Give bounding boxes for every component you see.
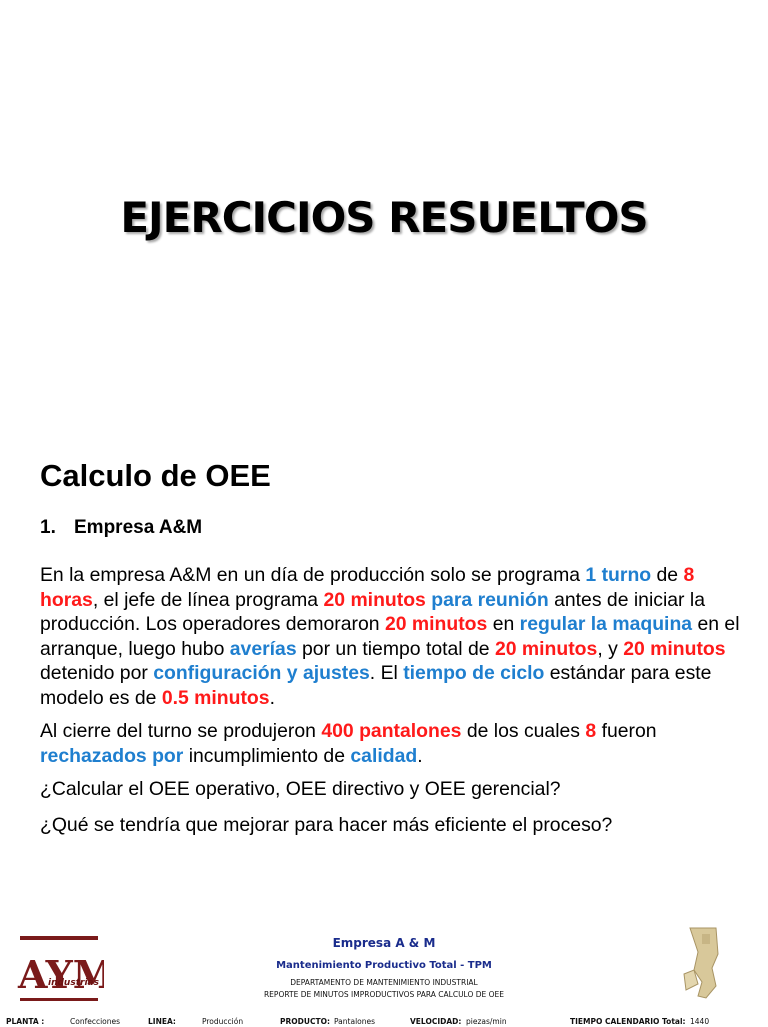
highlight-term: regular la maquina bbox=[519, 613, 693, 636]
text-run: de los cuales bbox=[461, 720, 586, 742]
highlight-term: calidad bbox=[350, 744, 418, 767]
text-run: . bbox=[269, 686, 275, 709]
jeans-figure-image bbox=[676, 924, 736, 1004]
highlight-value: 8 horas bbox=[40, 564, 695, 611]
production-paragraph bbox=[40, 719, 740, 768]
department-name: DEPARTAMENTO DE MANTENIMIENTO INDUSTRIAL bbox=[290, 978, 478, 987]
text-run: antes de iniciar la producción. Los operadores demoraron bbox=[40, 588, 705, 636]
exercise-subheading bbox=[40, 517, 202, 539]
velocidad-label: VELOCIDAD: bbox=[410, 1017, 462, 1026]
linea-value: Producción bbox=[202, 1017, 244, 1026]
text-run: de bbox=[651, 564, 684, 586]
highlight-value: 400 pantalones bbox=[321, 720, 462, 742]
highlight-value: 20 minutos bbox=[323, 588, 426, 611]
question-improve: ¿Qué se tendría que mejorar para hacer más eficiente el proceso? bbox=[40, 814, 613, 836]
velocidad-value: piezas/min bbox=[466, 1017, 507, 1026]
text-run: , el jefe de línea programa bbox=[92, 588, 324, 611]
program-name: Mantenimiento Productivo Total - TPM bbox=[276, 960, 492, 971]
text-run: . El bbox=[369, 662, 404, 685]
highlight-term: configuración y ajustes bbox=[153, 662, 370, 685]
producto-label: PRODUCTO: bbox=[280, 1017, 330, 1026]
planta-value: Confecciones bbox=[70, 1017, 121, 1026]
text-run: fueron bbox=[596, 720, 657, 742]
highlight-value: 8 bbox=[585, 720, 597, 742]
text-run: . bbox=[417, 744, 423, 767]
highlight-term: tiempo de ciclo bbox=[403, 662, 545, 685]
text-run: incumplimiento de bbox=[183, 744, 351, 767]
logo-subtitle: industrias bbox=[48, 978, 99, 988]
text-run: En la empresa A&M en un día de producción solo se programa bbox=[40, 564, 586, 586]
producto-value: Pantalones bbox=[334, 1017, 376, 1026]
highlight-term: rechazados por bbox=[40, 744, 184, 767]
slide-title: EJERCICIOS RESUELTOS bbox=[120, 193, 648, 242]
text-run: detenido por bbox=[40, 662, 154, 685]
text-run: Al cierre del turno se produjeron bbox=[40, 720, 322, 742]
tiempo-value: 1440 bbox=[690, 1017, 710, 1026]
highlight-term: 1 turno bbox=[585, 564, 652, 586]
question-oee: ¿Calcular el OEE operativo, OEE directivo y OEE gerencial? bbox=[40, 778, 561, 800]
exercise-number: 1. bbox=[40, 517, 56, 538]
logo-letters: AYM bbox=[18, 952, 104, 997]
highlight-term: averías bbox=[229, 637, 297, 660]
company-name: Empresa A & M bbox=[332, 936, 436, 950]
problem-paragraph bbox=[40, 563, 740, 711]
report-header-strip bbox=[0, 918, 768, 1024]
section-heading: Calculo de OEE bbox=[40, 458, 271, 493]
text-run: estándar para este modelo es de bbox=[40, 662, 712, 709]
highlight-value: 0.5 minutos bbox=[161, 686, 270, 709]
linea-label: LINEA: bbox=[148, 1017, 176, 1026]
report-name: REPORTE DE MINUTOS IMPRODUCTIVOS PARA CALCULO DE OEE bbox=[263, 990, 505, 999]
highlight-value: 20 minutos bbox=[494, 637, 598, 660]
highlight-term: para reunión bbox=[431, 588, 549, 611]
text-run: , y bbox=[597, 637, 624, 660]
highlight-value: 20 minutos bbox=[623, 637, 726, 660]
text-run: en el arranque, luego hubo bbox=[40, 613, 740, 660]
report-fields-row bbox=[0, 1017, 768, 1027]
text-run: por un tiempo total de bbox=[296, 637, 495, 660]
text-run: en bbox=[487, 613, 520, 636]
planta-label: PLANTA : bbox=[6, 1017, 45, 1026]
highlight-value: 20 minutos bbox=[384, 613, 488, 636]
tiempo-label: TIEMPO CALENDARIO Total: bbox=[570, 1017, 686, 1026]
exercise-title: Empresa A&M bbox=[74, 517, 203, 538]
